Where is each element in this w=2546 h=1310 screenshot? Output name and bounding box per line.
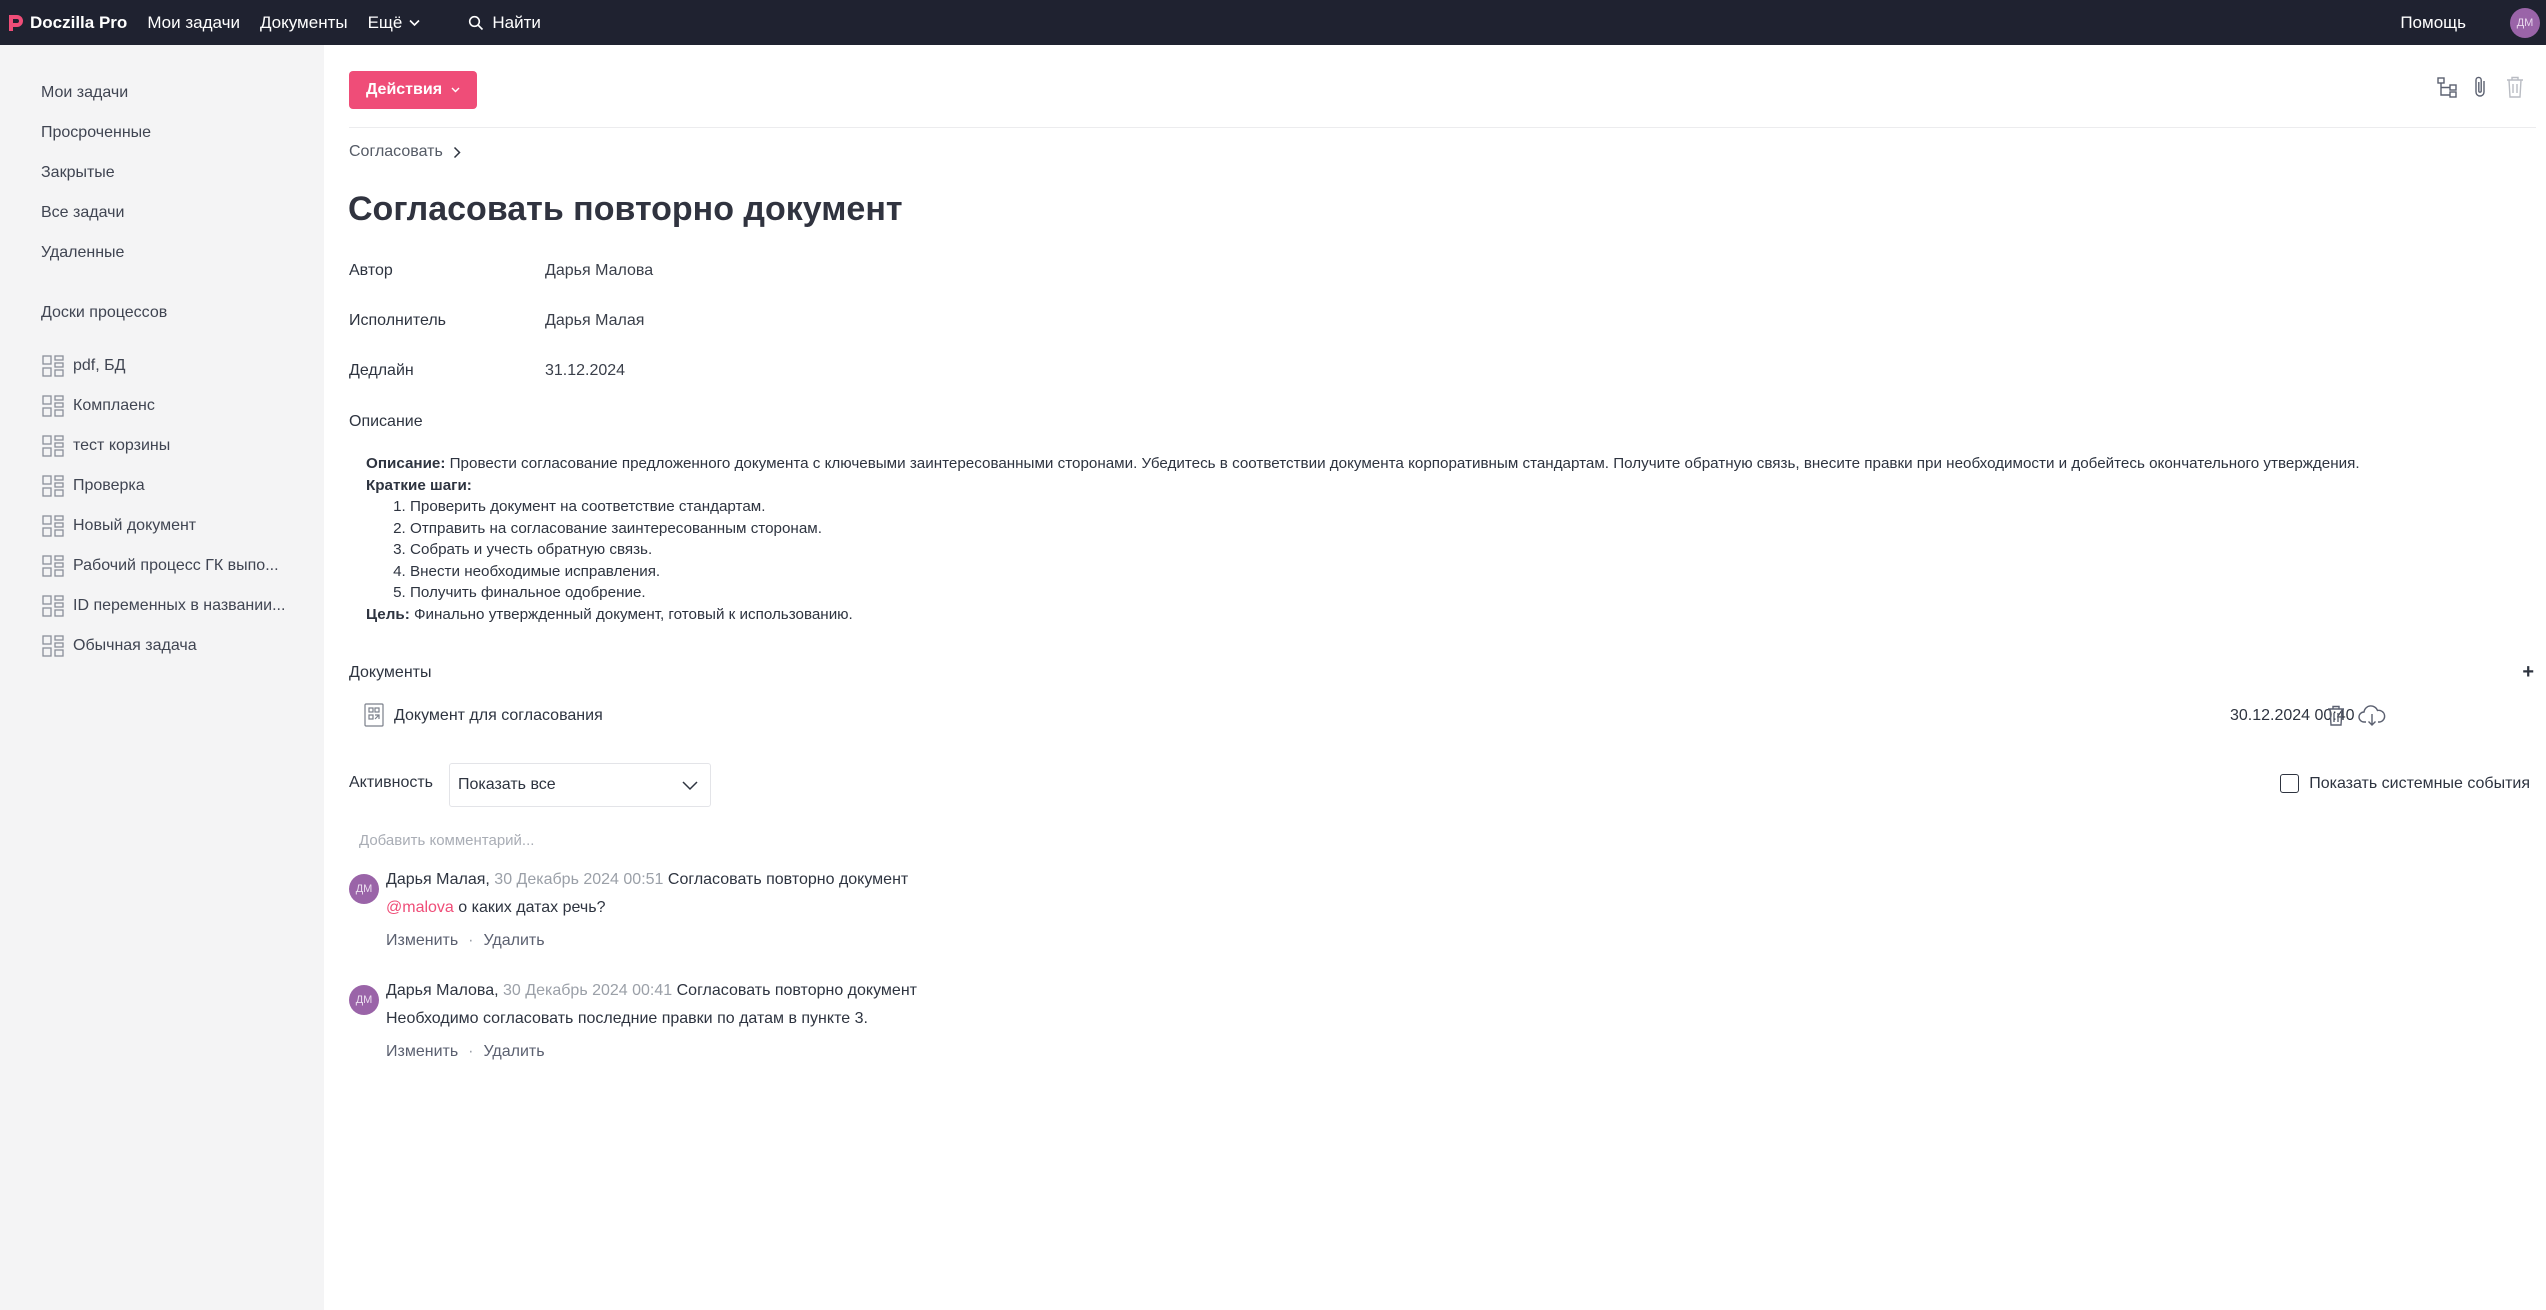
doczilla-logo-icon xyxy=(8,14,24,32)
trash-icon[interactable] xyxy=(2504,75,2526,99)
delete-comment-link[interactable]: Удалить xyxy=(483,932,545,949)
field-label-assignee: Исполнитель xyxy=(349,312,447,329)
search-label: Найти xyxy=(492,12,541,32)
comment-header: Дарья Малова, 30 Декабрь 2024 00:41 Согласовать повторно документ xyxy=(386,982,917,999)
sidebar-board-item[interactable] xyxy=(41,434,170,458)
field-value-deadline[interactable]: 31.12.2024 xyxy=(545,362,626,379)
chevron-right-icon xyxy=(453,146,461,159)
paperclip-icon[interactable] xyxy=(2470,75,2492,99)
sidebar-item-my-tasks[interactable]: Мои задачи xyxy=(41,84,129,101)
add-document-button[interactable]: + xyxy=(2522,661,2534,683)
step-item: 3. Собрать и учесть обратную связь. xyxy=(410,539,2360,561)
sidebar-board-item[interactable] xyxy=(41,354,125,378)
header-divider xyxy=(349,127,2536,128)
steps-list xyxy=(410,496,2360,604)
board-icon xyxy=(41,634,65,658)
step-item: 5. Получить финальное одобрение. xyxy=(410,582,2360,604)
documents-label: Документы xyxy=(349,664,432,681)
board-icon xyxy=(41,394,65,418)
board-icon xyxy=(41,474,65,498)
field-value-author[interactable]: Дарья Малова xyxy=(545,262,654,279)
field-value-assignee[interactable]: Дарья Малая xyxy=(545,312,645,329)
step-item: 4. Внести необходимые исправления. xyxy=(410,561,2360,583)
sidebar-board-label: Рабочий процесс ГК выпо... xyxy=(73,557,279,574)
board-icon xyxy=(41,354,65,378)
description-intro xyxy=(366,453,2360,475)
nav-documents[interactable]: Документы xyxy=(259,12,348,32)
separator-dot: · xyxy=(468,932,474,949)
brand-name: Doczilla Pro xyxy=(30,12,128,32)
sidebar-item-closed[interactable]: Закрытые xyxy=(41,164,115,181)
activity-filter-select[interactable] xyxy=(449,763,711,807)
sidebar xyxy=(0,45,324,1310)
description-body[interactable] xyxy=(366,453,2360,625)
breadcrumb[interactable] xyxy=(349,143,461,161)
cloud-download-icon[interactable] xyxy=(2358,704,2386,733)
sidebar-board-item[interactable] xyxy=(41,394,155,418)
document-date: 30.12.2024 00:40 xyxy=(2230,707,2355,724)
search-icon xyxy=(468,15,484,31)
user-avatar[interactable]: ДМ xyxy=(2510,8,2540,38)
hierarchy-icon[interactable] xyxy=(2436,76,2458,98)
sidebar-item-deleted[interactable]: Удаленные xyxy=(41,244,125,261)
comment-actions xyxy=(386,1043,545,1061)
description-label: Описание xyxy=(349,413,423,430)
steps-label xyxy=(366,475,2360,497)
main-content xyxy=(324,45,2546,1310)
avatar[interactable]: ДМ xyxy=(349,985,379,1015)
sidebar-board-item[interactable] xyxy=(41,634,197,658)
comment-header: Дарья Малая, 30 Декабрь 2024 00:51 Согласовать повторно документ xyxy=(386,871,909,888)
steps-label-text: Краткие шаги: xyxy=(366,476,472,494)
comment-text xyxy=(386,1010,868,1028)
description-intro-label: Описание: xyxy=(366,455,446,472)
comment-task[interactable]: Согласовать повторно документ xyxy=(663,871,909,888)
document-row[interactable] xyxy=(364,700,2546,732)
delete-comment-link[interactable]: Удалить xyxy=(483,1043,545,1060)
comment-body: Необходимо согласовать последние правки по датам в пункте 3. xyxy=(386,1010,868,1027)
board-icon xyxy=(41,594,65,618)
edit-comment-link[interactable]: Изменить xyxy=(386,932,459,949)
comment-input[interactable] xyxy=(359,828,1559,852)
comment-text xyxy=(386,899,605,917)
mention-link[interactable]: @malova xyxy=(386,899,454,916)
system-events-checkbox[interactable] xyxy=(2280,774,2530,793)
actions-button[interactable] xyxy=(349,71,477,109)
document-name[interactable]: Документ для согласования xyxy=(394,707,603,724)
sidebar-item-all-tasks[interactable]: Все задачи xyxy=(41,204,125,221)
sidebar-board-item[interactable] xyxy=(41,514,196,538)
step-item: 1. Проверить документ на соответствие стандартам. xyxy=(410,496,2360,518)
nav-my-tasks[interactable]: Мои задачи xyxy=(147,12,240,32)
sidebar-item-overdue[interactable]: Просроченные xyxy=(41,124,152,141)
brand[interactable] xyxy=(8,13,127,33)
activity-filter-value: Показать все xyxy=(458,776,556,793)
top-bar xyxy=(0,0,2546,45)
sidebar-board-label: тест корзины xyxy=(73,437,171,454)
help-link[interactable]: Помощь xyxy=(2400,13,2466,32)
search-button[interactable] xyxy=(468,13,541,33)
nav-more[interactable] xyxy=(368,13,421,33)
sidebar-board-label: Комплаенс xyxy=(73,397,155,414)
board-icon xyxy=(41,514,65,538)
sidebar-board-label: Проверка xyxy=(73,477,145,494)
description-intro-text: Провести согласование предложенного документа с ключевыми заинтересованными сторонами. Убедитесь в соответствии документа корпоративным стандартам. Получите обратную связь, внесите правки при необходимости и добейтесь окончательного утверждения. xyxy=(445,455,2360,472)
field-label-author: Автор xyxy=(349,262,393,279)
trash-icon[interactable] xyxy=(2326,704,2346,733)
field-label-deadline: Дедлайн xyxy=(349,362,414,379)
nav-more-label: Ещё xyxy=(367,12,403,32)
separator-dot: · xyxy=(468,1043,474,1060)
chevron-down-icon xyxy=(451,87,460,93)
comment-date: 30 Декабрь 2024 00:51 xyxy=(489,871,664,888)
description-goal xyxy=(366,604,2360,626)
comment-actions xyxy=(386,932,545,950)
comment-body: о каких датах речь? xyxy=(453,899,606,916)
document-file-icon xyxy=(364,703,384,727)
goal-text: Финально утвержденный документ, готовый к использованию. xyxy=(409,605,853,623)
board-icon xyxy=(41,434,65,458)
sidebar-board-label: ID переменных в названии... xyxy=(73,597,286,614)
breadcrumb-label: Согласовать xyxy=(349,143,443,160)
sidebar-board-label: Обычная задача xyxy=(73,637,197,654)
comment-date: 30 Декабрь 2024 00:41 xyxy=(498,982,673,999)
board-icon xyxy=(41,554,65,578)
comment-task[interactable]: Согласовать повторно документ xyxy=(672,982,917,999)
comment-author[interactable]: Дарья Малая xyxy=(386,871,486,888)
actions-button-label: Действия xyxy=(365,81,443,98)
task-toolbar xyxy=(2424,75,2526,99)
goal-label: Цель: xyxy=(366,605,410,623)
sidebar-board-label: Новый документ xyxy=(73,517,197,534)
chevron-down-icon xyxy=(409,19,420,27)
checkbox-box[interactable] xyxy=(2280,774,2299,793)
edit-comment-link[interactable]: Изменить xyxy=(386,1043,459,1060)
system-events-label: Показать системные события xyxy=(2309,774,2530,792)
avatar[interactable]: ДМ xyxy=(349,874,379,904)
comment-author[interactable]: Дарья Малова xyxy=(386,982,495,999)
page-title: Согласовать повторно документ xyxy=(348,190,903,228)
sidebar-boards-heading: Доски процессов xyxy=(41,304,168,321)
sidebar-board-item[interactable] xyxy=(41,594,285,618)
chevron-down-icon xyxy=(682,781,698,791)
sidebar-board-item[interactable] xyxy=(41,554,279,578)
sidebar-board-label: pdf, БД xyxy=(73,357,126,374)
step-item: 2. Отправить на согласование заинтересованным сторонам. xyxy=(410,518,2360,540)
sidebar-board-item[interactable] xyxy=(41,474,145,498)
activity-label: Активность xyxy=(349,774,434,791)
